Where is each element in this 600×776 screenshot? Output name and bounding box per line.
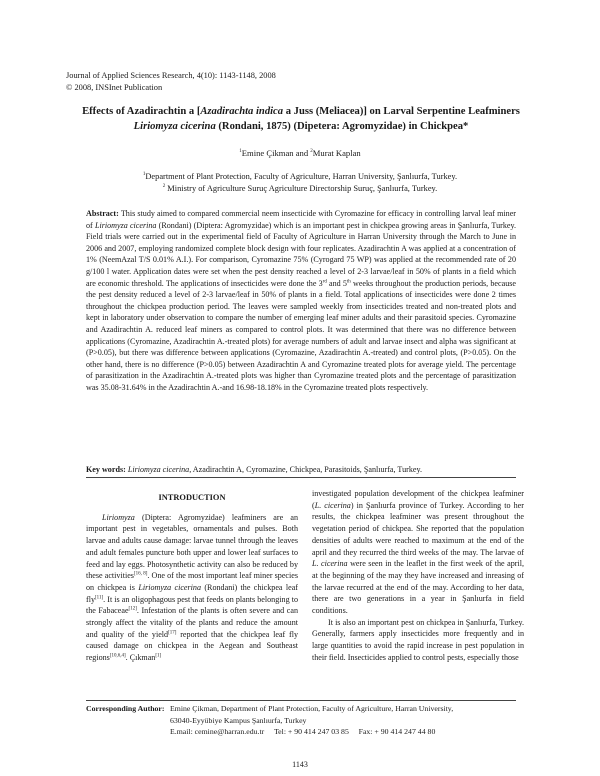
affiliations: [0, 171, 600, 194]
intro-paragraph-1-cont: investigated population development of the chickpea leafminer (L. cicerina) in Şanlıurfa province of Turkey. According to her results, the chickpea leafminer was present throughout the vegetation period of chickpea. She reported that the population densities of adults were reached to maximum at the end of the april and they recurred the third weeks of the may. The larvae of L. cicerina were seen in the leaflet in the first week of the april, at the beginning of the may they have increased and inreasing of the larvae recurred at the end of the may. According to her data, there are two generations in a year in Şanlıurfa in field conditions.: [312, 489, 524, 616]
author-2: Murat Kaplan: [312, 148, 361, 158]
abstract: Abstract: This study aimed to compared commercial neem insecticide with Cyromazine for efficacy in controlling larval leaf miner of Liriomyza cicerina (Rondani) (Diptera: Agromyzidae) which is an important pest in chickpea growing areas in Şanlıurfa, Turkey. Field trials were carried out in the experimental field of Faculty of Agriculture in Harran University through the March to June in 2006 and 2007, employing randomized complete block design with four replicates. Azadirachtin A was applied at a concentration of 1% (NeemAzal T/S 0.01% A.I.). For comparison, Cyromazine 75% (Cyrogard 75 WP) was applied at the recommended rate of 20 g/100 l water. Application dates were set when the pest density reached a level of 2-3 larvae/leaf in 50% of plants in a field which are economic threshold. The applications of insecticides were done the 3rd and 5th weeks throughout the production periods, because the pest density reduced a level of 2-3 larvae/leaf in 50% of plants in a field. Total applications of insecticides were done 2 times throughout the chickpea production period. The leaves were sampled weekly from insecticides treated and non-treated plots and kept in laboratory under observation to compare the number of emerging leaf miner adults and their parasitoid species. Cyromazine and Azadirachtin A. reduced leaf miners as compared to control plots. It was determined that there was no difference between applications (Cyromazine, Azadirachtin A.-treated plots) for average numbers of adult and larvae insect and alpha was significant at (P>0.05), but there was difference between applications (Cyromazine, Azadirachtin A.-treated) and control plots, (P>0.05). On the other hand, there is no difference (P>0.05) between Azadirachtin A and Cyromazine treated plots for average yield. The percentage of parasitization in the Azadirachtin A.-treated plots was higher than Cyromazine treated plots and the percentage of parasitization was 35.08-31.64% in the Azadirachtin A.-and 16.98-18.18% in the Cyromazine treated plots respectively.: [86, 209, 517, 392]
keywords-divider: [86, 477, 516, 478]
corresponding-author-label: Corresponding Author:: [86, 704, 165, 713]
right-column: [312, 488, 524, 664]
keywords: Key words: Liriomyza cicerina, Azadirachtin A, Cyromazine, Chickpea, Parasitoids, Şanlıurfa, Turkey.: [86, 465, 423, 474]
footer-divider: [86, 700, 516, 701]
abstract-label: Abstract:: [86, 209, 119, 218]
journal-copyright: © 2008, INSInet Publication: [66, 82, 163, 92]
left-column: [86, 486, 298, 664]
author-fax: Fax: + 90 414 247 44 80: [358, 727, 436, 736]
paper-title: Effects of Azadirachtin a [Azadirachta indica a Juss (Meliacea)] on Larval Serpentine Leafminers Liriomyza cicerina (Rondani, 1875) (Dipetera: Agromyzidae) in Chickpea*: [82, 106, 520, 132]
author-1: Emine Çikman and: [241, 148, 311, 158]
corresponding-author: [86, 703, 520, 738]
author-address-2: 63040-Eyyübiye Kampus Şanlıurfa, Turkey: [170, 715, 307, 725]
journal-citation: Journal of Applied Sciences Research, 4(10): 1143-1148, 2008: [66, 71, 276, 80]
author-address-1: Emine Çikman, Department of Plant Protection, Faculty of Agriculture, Harran University,: [170, 704, 454, 713]
author-email: E.mail: cemine@harran.edu.tr: [170, 727, 265, 736]
intro-paragraph-2: It is also an important pest on chickpea in Şanlıurfa, Turkey. Generally, farmers apply insecticides more frequently and in large quantities to avoid the rapid increase in pest population in their field. Insecticides applied to control pests, especially those: [312, 617, 524, 662]
page-number: 1143: [292, 760, 308, 769]
author-tel: Tel: + 90 414 247 03 85: [273, 727, 349, 736]
keywords-label: Key words:: [86, 465, 126, 474]
author-list: $^1$Emine Çikman and $^2$Murat Kaplan: [239, 148, 361, 158]
journal-header: [66, 70, 276, 93]
affiliation-1: $^1$Department of Plant Protection, Faculty of Agriculture, Harran University, Şanlıurfa, Turkey.: [142, 172, 458, 181]
intro-paragraph-1: Liriomyza (Diptera: Agromyzidae) leafminers are an important pest in vegetables, ornamentals and pulses. Both larvae and adults cause damage: larvae tunnel through the leaves and adult females puncture both upper and lower leaf surfaces to feed and lay eggs. Photosynthetic activity can also be reduced by these activities[16, 8]. One of the most important leaf miner species on chickpea is Liriomyza cicerina (Rondani) the chickpea leaf fly[11]. It is an oligophagous pest that feeds on plants belonging to the Fabaceae[12]. Infestation of the plants is often severe and can strongly affect the vitality of the plants and reduce the amount and quality of the yield[17] reported that the chickpea leaf fly caused damage on chickpea in the Aegean and Southeast regions[10,6,4]. Çıkman[1]: [86, 512, 299, 663]
introduction-heading: INTRODUCTION: [158, 493, 226, 502]
affiliation-2: $^2$ Ministry of Agriculture Suruç Agriculture Directorship Suruç, Şanlıurfa, Turkey.: [162, 183, 438, 193]
